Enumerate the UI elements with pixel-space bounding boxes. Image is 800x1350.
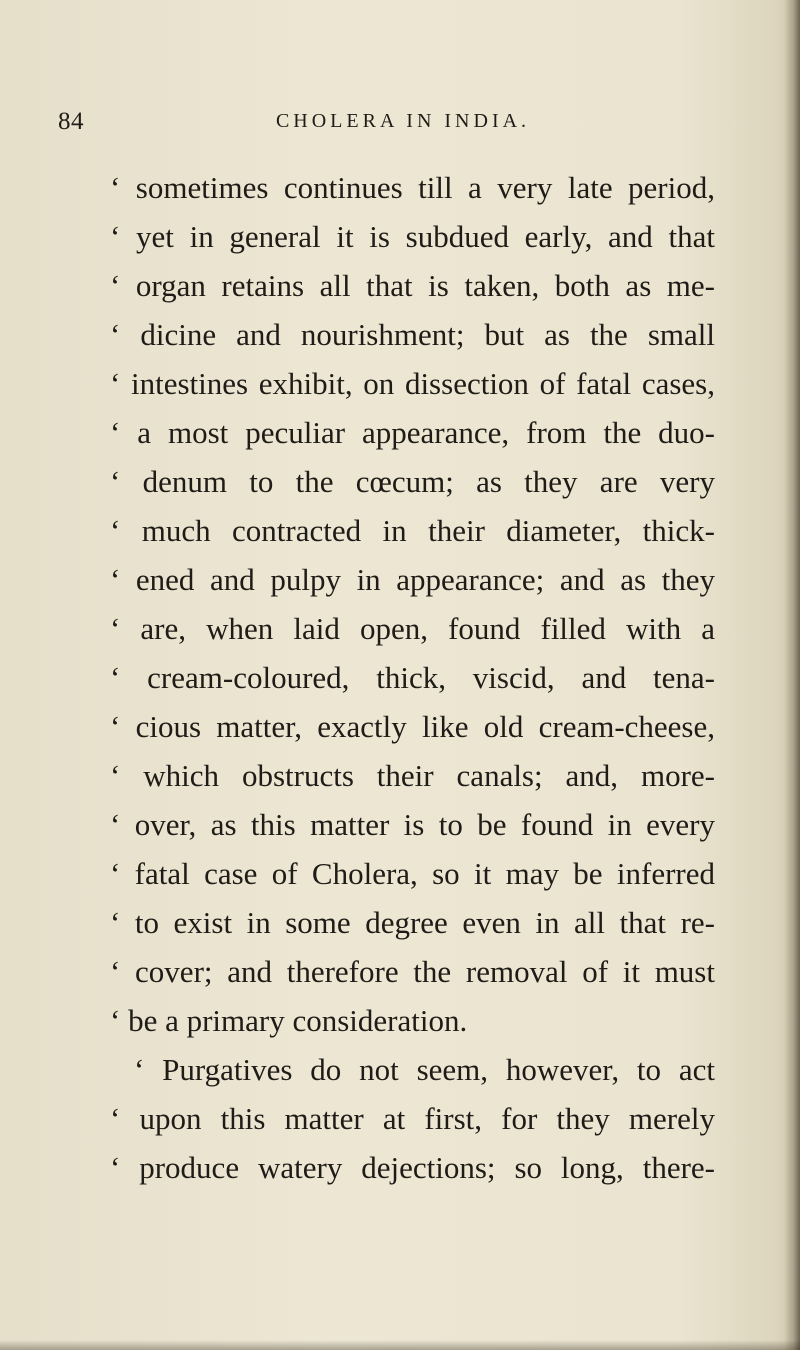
page-bottom-shadow: [0, 1340, 800, 1350]
text-line-19: ‘ Purgatives do not seem, however, to act: [134, 1052, 715, 1087]
page-number: 84: [58, 108, 84, 135]
running-title: CHOLERA IN INDIA.: [275, 110, 531, 132]
body-text: [110, 163, 715, 1192]
text-line-15: ‘ fatal case of Cholera, so it may be inferred: [110, 856, 715, 891]
text-line-6: ‘ a most peculiar appearance, from the duo-: [110, 415, 715, 450]
text-line-7: ‘ denum to the cœcum; as they are very: [110, 464, 715, 499]
page-header: [58, 108, 748, 144]
text-line-10: ‘ are, when laid open, found filled with a: [110, 611, 715, 646]
text-line-12: ‘ cious matter, exactly like old cream-cheese,: [110, 709, 715, 744]
text-line-11: ‘ cream-coloured, thick, viscid, and tena-: [110, 660, 715, 695]
text-line-8: ‘ much contracted in their diameter, thick-: [110, 513, 715, 548]
text-line-3: ‘ organ retains all that is taken, both as me-: [110, 268, 715, 303]
text-line-18: ‘ be a primary consideration.: [110, 1003, 468, 1038]
text-line-17: ‘ cover; and therefore the removal of it must: [110, 954, 715, 989]
text-line-2: ‘ yet in general it is subdued early, and that: [110, 219, 715, 254]
text-line-4: ‘ dicine and nourishment; but as the small: [110, 317, 715, 352]
text-line-13: ‘ which obstructs their canals; and, more-: [110, 758, 715, 793]
page-edge-shadow: [784, 0, 800, 1350]
text-line-16: ‘ to exist in some degree even in all that re-: [110, 905, 715, 940]
text-line-20: ‘ upon this matter at first, for they merely: [110, 1101, 715, 1136]
text-line-21: ‘ produce watery dejections; so long, there-: [110, 1150, 715, 1185]
text-line-14: ‘ over, as this matter is to be found in every: [110, 807, 715, 842]
text-line-5: ‘ intestines exhibit, on dissection of fatal cases,: [110, 366, 715, 401]
text-line-9: ‘ ened and pulpy in appearance; and as they: [110, 562, 715, 597]
text-line-1: ‘ sometimes continues till a very late period,: [110, 170, 715, 205]
